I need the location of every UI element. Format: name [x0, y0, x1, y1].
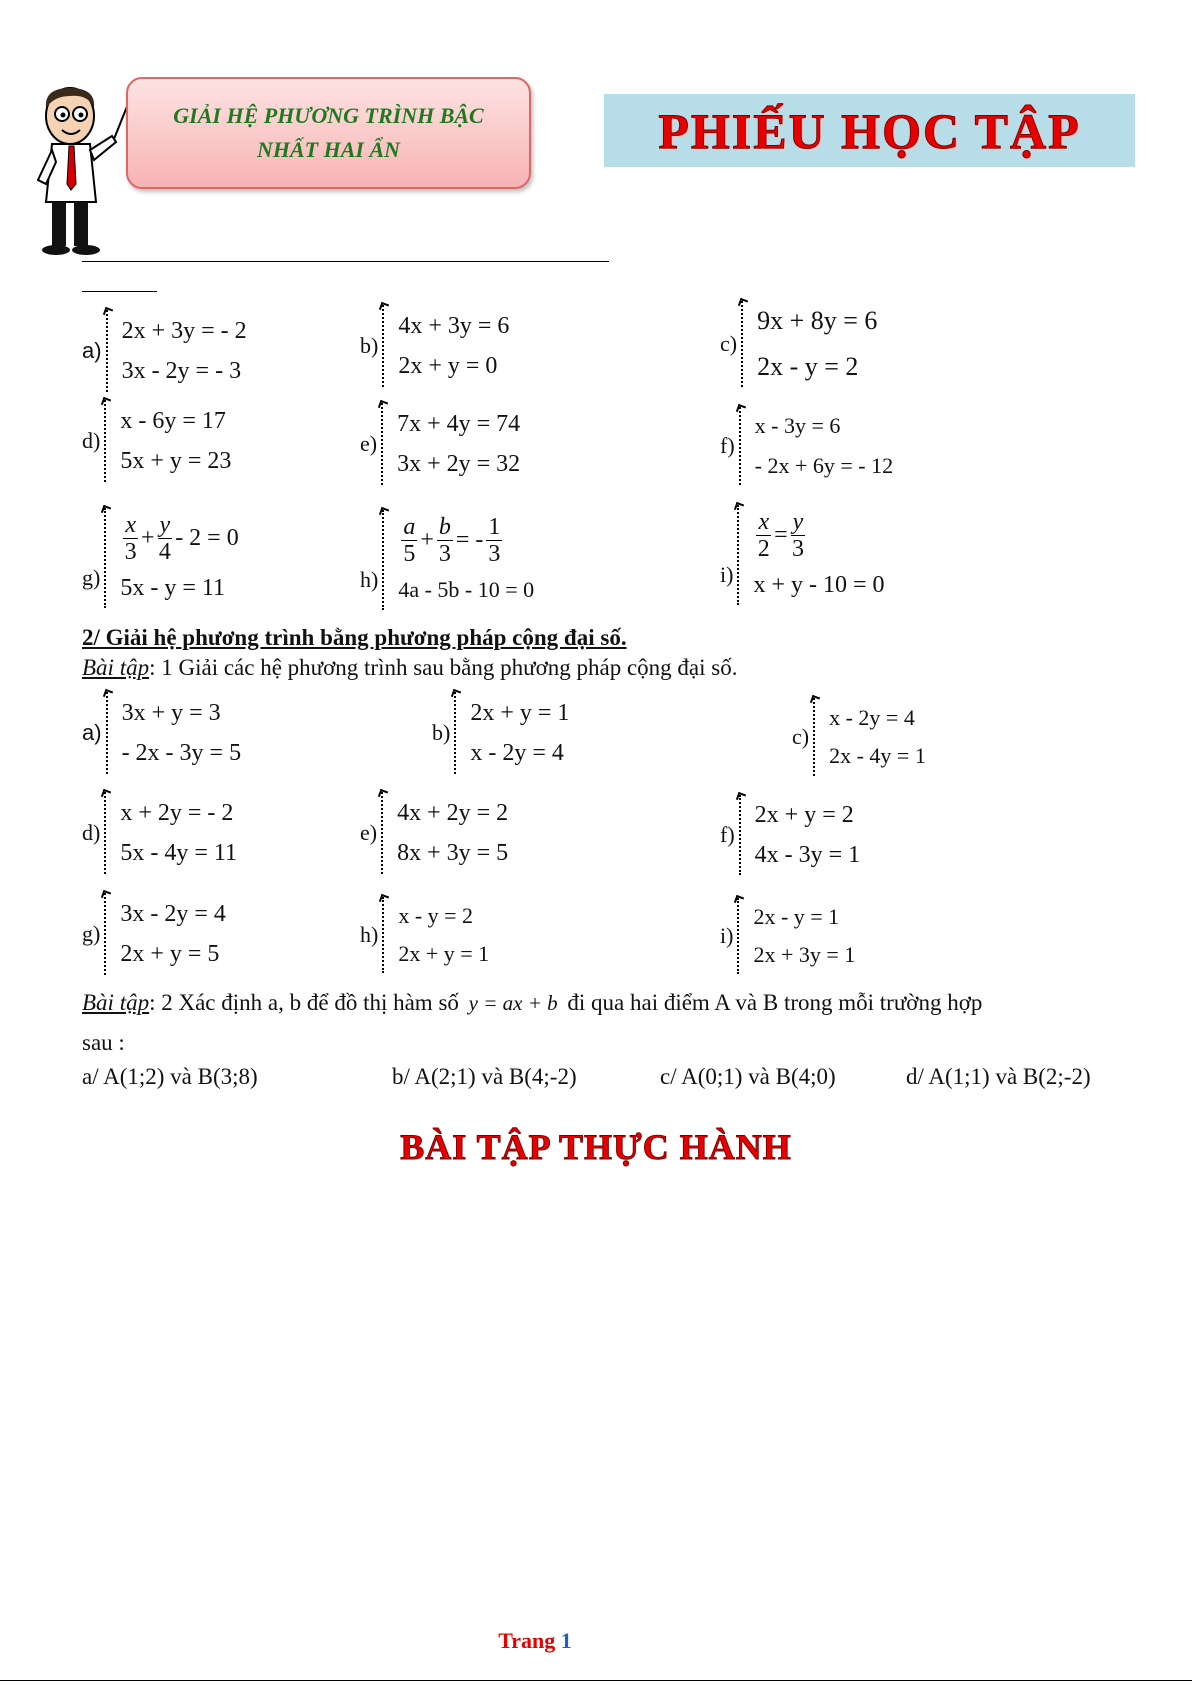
equation: 2x - y = 1: [753, 904, 840, 929]
system-label: c): [792, 724, 810, 749]
system-label: a): [82, 338, 102, 363]
equation: 8x + 3y = 5: [397, 840, 509, 866]
system-label: f): [720, 822, 735, 847]
system-1f: [720, 406, 893, 486]
equation: 4a - 5b - 10 = 0: [398, 577, 535, 602]
brace-icon: [741, 301, 749, 387]
equation: 3x + 2y = 32: [397, 451, 521, 477]
brace-icon: [382, 510, 390, 610]
practice-heading: BÀI TẬP THỰC HÀNH: [400, 1127, 792, 1167]
equation: 5x + y = 23: [120, 448, 232, 474]
equation: 2x + 3y = 1: [753, 942, 856, 967]
system-label: b): [360, 333, 379, 358]
page-number-value: 1: [560, 1628, 572, 1653]
system-2c: [792, 698, 926, 776]
system-label: g): [82, 565, 101, 590]
equation: $\frac{x}{3}$ + $\frac{y}{4}$ - 2 = 0: [124, 511, 239, 565]
page-number: [0, 1628, 1070, 1654]
equation: 9x + 8y = 6: [757, 306, 878, 335]
system-1d: [82, 400, 231, 482]
topic-title-box: [126, 77, 531, 189]
topic-title-line2: NHẤT HAI ẨN: [256, 137, 401, 162]
brace-icon: [104, 893, 112, 975]
equation: x + y - 10 = 0: [753, 572, 885, 598]
equation: 3x + y = 3: [121, 700, 221, 726]
brace-icon: [737, 505, 745, 605]
system-label: h): [360, 922, 379, 947]
system-2d: [82, 792, 237, 874]
system-label: d): [82, 428, 101, 453]
teacher-illustration: [24, 84, 136, 256]
system-1e: [360, 403, 520, 485]
equation: x - 6y = 17: [120, 408, 226, 434]
equation: x - 2y = 4: [829, 705, 915, 730]
system-1i: [720, 505, 885, 605]
equation: - 2x + 6y = - 12: [754, 453, 894, 478]
system-label: a): [82, 720, 102, 745]
exercise-label: Bài tập: [82, 655, 150, 680]
equation: 2x + y = 5: [120, 941, 220, 967]
equation: 2x - 4y = 1: [829, 743, 926, 768]
exercise-2-continuation: sau :: [82, 1030, 125, 1055]
equation: 2x + 3y = - 2: [121, 318, 247, 344]
equation: 2x + y = 0: [398, 353, 498, 379]
exercise-2-instruction: Bài tập: 2 Xác định a, b để đồ thị hàm số y = ax + b đi qua hai điểm A và B trong mỗi trường hợp: [82, 990, 983, 1015]
worksheet-title: PHIẾU HỌC TẬP: [658, 102, 1081, 159]
equation: 2x + y = 1: [398, 941, 490, 966]
system-label: c): [720, 331, 738, 356]
case-b: b/ A(2;1) và B(4;-2): [392, 1064, 577, 1089]
page-word: Trang: [498, 1628, 556, 1653]
section-heading: 2/ Giải hệ phương trình bằng phương pháp cộng đại số.: [82, 625, 627, 650]
brace-icon: [382, 305, 390, 387]
brace-icon: [382, 897, 390, 973]
brace-icon: [106, 692, 114, 774]
system-2b: [432, 692, 569, 774]
system-label: i): [720, 562, 734, 587]
brace-icon: [454, 692, 462, 774]
system-label: d): [82, 820, 101, 845]
equation: 5x - 4y = 11: [120, 840, 237, 866]
system-1c: [720, 298, 877, 390]
brace-icon: [739, 407, 747, 485]
brace-icon: [104, 400, 112, 482]
system-2g: [82, 893, 226, 975]
equation: x - 2y = 4: [470, 740, 564, 766]
case-c: c/ A(0;1) và B(4;0): [660, 1064, 836, 1089]
equation: 2x + y = 2: [754, 802, 854, 828]
equation: 2x + y = 1: [470, 700, 570, 726]
system-label: f): [720, 433, 735, 458]
system-label: e): [360, 431, 378, 456]
system-label: h): [360, 567, 379, 592]
brace-icon: [106, 310, 114, 392]
case-a: a/ A(1;2) và B(3;8): [82, 1064, 258, 1089]
system-2h: [360, 897, 489, 973]
brace-icon: [104, 508, 112, 608]
system-2i: [720, 898, 855, 974]
divider-line: [82, 261, 609, 262]
equation: - 2x - 3y = 5: [121, 740, 242, 766]
system-label: i): [720, 923, 734, 948]
function-formula: y = ax + b: [468, 991, 558, 1015]
equation: 3x - 2y = 4: [120, 901, 226, 927]
equation: x - y = 2: [398, 903, 474, 928]
brace-icon: [813, 698, 821, 776]
exercise-1-instruction: Bài tập: 1 Giải các hệ phương trình sau bằng phương pháp cộng đại số.: [82, 655, 738, 680]
system-2f: [720, 795, 860, 875]
topic-title-line1: GIẢI HỆ PHƯƠNG TRÌNH BẬC: [173, 103, 484, 128]
brace-icon: [104, 792, 112, 874]
equation: 4x - 3y = 1: [754, 842, 861, 868]
equation: 2x - y = 2: [757, 352, 859, 381]
exercise-label: Bài tập: [82, 990, 150, 1015]
footer-rule: [0, 1680, 1192, 1681]
system-1h: [360, 510, 534, 610]
worksheet-banner: [604, 94, 1135, 167]
system-label: g): [82, 921, 101, 946]
equation: x - 3y = 6: [754, 413, 841, 438]
case-d: d/ A(1;1) và B(2;-2): [906, 1064, 1091, 1089]
brace-icon: [739, 795, 747, 875]
equation: 3x - 2y = - 3: [121, 358, 242, 384]
system-1a: [82, 310, 247, 392]
equation: x + 2y = - 2: [120, 800, 234, 826]
divider-line-short: [82, 291, 157, 292]
system-label: b): [432, 720, 451, 745]
equation: $\frac{a}{5}$ + $\frac{b}{3}$ = - $\frac{1}{3}$: [403, 513, 501, 567]
system-label: e): [360, 820, 378, 845]
system-1b: [360, 305, 509, 387]
brace-icon: [381, 792, 389, 874]
brace-icon: [381, 403, 389, 485]
brace-icon: [737, 898, 745, 974]
equation: 4x + 3y = 6: [398, 313, 510, 339]
system-1g: [82, 508, 239, 608]
system-2e: [360, 792, 508, 874]
equation: 7x + 4y = 74: [397, 411, 521, 437]
equation: 4x + 2y = 2: [397, 800, 509, 826]
equation: 5x - y = 11: [120, 575, 225, 601]
system-2a: [82, 692, 241, 774]
equation: $\frac{x}{2}$ = $\frac{y}{3}$: [757, 508, 804, 562]
